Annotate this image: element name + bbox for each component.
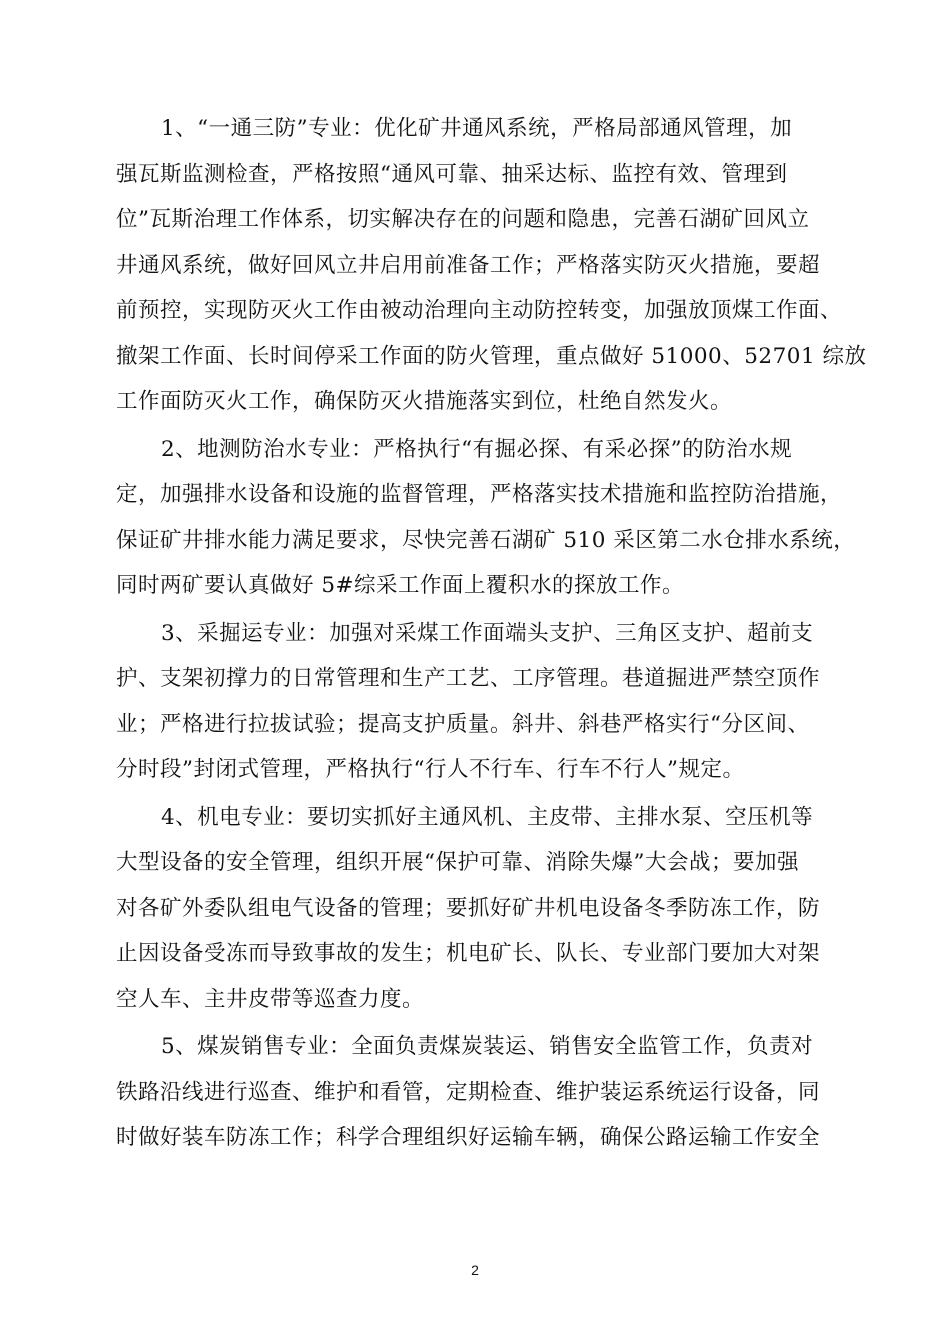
text-line: 5、煤炭销售专业：全面负责煤炭装运、销售安全监管工作，负责对 bbox=[161, 1034, 814, 1059]
text-line: 业；严格进行拉拔试验；提高支护质量。斜井、斜巷严格实行“分区间、 bbox=[116, 711, 810, 737]
text-line: 止因设备受冻而导致事故的发生；机电矿长、队长、专业部门要加大对架 bbox=[116, 941, 821, 966]
text-line: 大型设备的安全管理，组织开展“保护可靠、消除失爆”大会战；要加强 bbox=[116, 850, 799, 875]
text-line: 1、“一通三防”专业：优化矿井通风系统，严格局部通风管理，加 bbox=[161, 116, 793, 141]
text-line: 空人车、主井皮带等巡查力度。 bbox=[116, 986, 425, 1012]
paragraph-electromechanical bbox=[116, 795, 844, 1023]
text-line: 分时段”封闭式管理，严格执行“行人不行车、行车不行人”规定。 bbox=[116, 757, 745, 782]
text-line: 强瓦斯监测检查，严格按照“通风可靠、抽采达标、监控有效、管理到 bbox=[116, 161, 788, 187]
text-line: 4、机电专业：要切实抓好主通风机、主皮带、主排水泵、空压机等 bbox=[161, 804, 814, 830]
paragraph-mining-transport bbox=[116, 611, 844, 793]
text-line: 撤架工作面、长时间停采工作面的防火管理，重点做好 51000、52701 综放 bbox=[116, 343, 867, 369]
text-line: 时做好装车防冻工作；科学合理组织好运输车辆，确保公路运输工作安全 bbox=[116, 1125, 821, 1150]
text-line: 工作面防灭火工作，确保防灭火措施落实到位，杜绝自然发火。 bbox=[116, 389, 733, 414]
text-line: 护、支架初撑力的日常管理和生产工艺、工序管理。巷道掘进严禁空顶作 bbox=[116, 666, 821, 691]
paragraph-coal-sales bbox=[116, 1024, 844, 1161]
text-line: 对各矿外委队组电气设备的管理；要抓好矿井机电设备冬季防冻工作，防 bbox=[116, 895, 821, 921]
document-body bbox=[116, 106, 867, 1161]
text-line: 同时两矿要认真做好 5#综采工作面上覆积水的探放工作。 bbox=[116, 573, 685, 598]
paragraph-ventilation bbox=[116, 106, 867, 425]
text-line: 前预控，实现防灭火工作由被动治理向主动防控转变，加强放顶煤工作面、 bbox=[116, 298, 843, 323]
text-line: 位”瓦斯治理工作体系，切实解决存在的问题和隐患，完善石湖矿回风立 bbox=[116, 207, 810, 232]
text-line: 铁路沿线进行巡查、维护和看管，定期检查、维护装运系统运行设备，同 bbox=[116, 1079, 821, 1105]
page-number: 2 bbox=[471, 1262, 479, 1278]
text-line: 定，加强排水设备和设施的监督管理，严格落实技术措施和监控防治措施， bbox=[116, 482, 843, 507]
text-line: 3、采掘运专业：加强对采煤工作面端头支护、三角区支护、超前支 bbox=[161, 620, 814, 646]
text-line: 2、地测防治水专业：严格执行“有掘必探、有采必探”的防治水规 bbox=[161, 436, 793, 462]
text-line: 保证矿井排水能力满足要求，尽快完善石湖矿 510 采区第二水仓排水系统， bbox=[116, 527, 856, 553]
paragraph-water-control bbox=[116, 427, 856, 609]
text-line: 井通风系统，做好回风立井启用前准备工作；严格落实防灭火措施，要超 bbox=[116, 252, 821, 278]
